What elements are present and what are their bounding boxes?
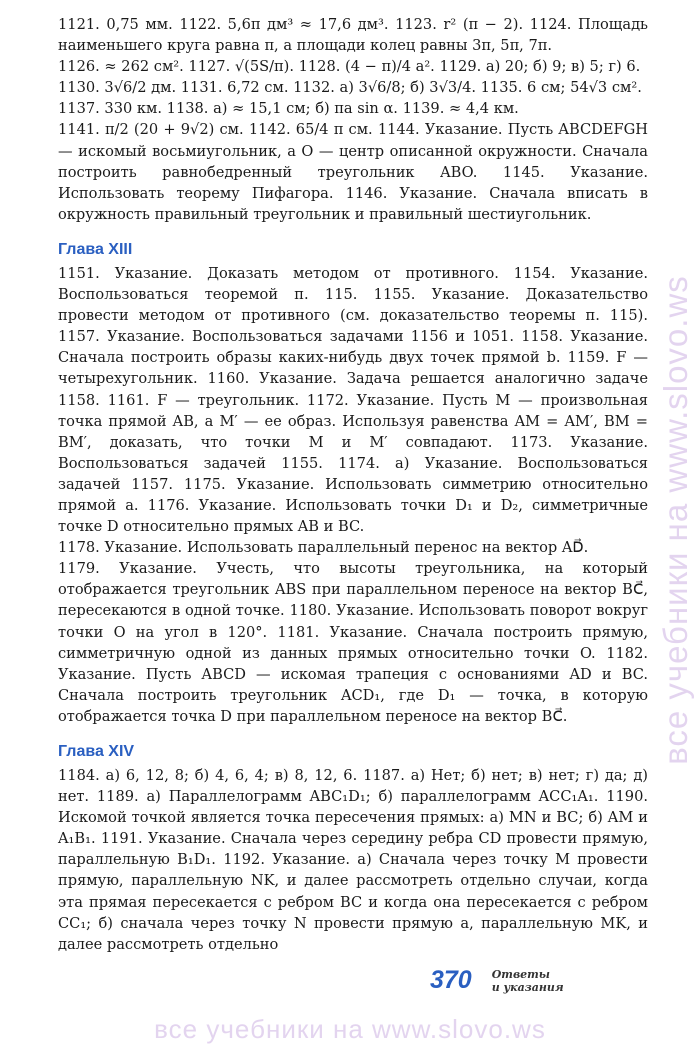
watermark-vertical (656, 120, 696, 920)
answer-paragraph: 1137. 330 км. 1138. а) ≈ 15,1 см; б) πa sin α. 1139. ≈ 4,4 км. (58, 100, 519, 118)
answer-paragraph: 1126. ≈ 262 см². 1127. √(5S/π). 1128. (4 − π)/4 a². 1129. а) 20; б) 9; в) 5; г) 6. (58, 58, 641, 76)
section-label-line1: Ответы (491, 967, 550, 981)
answer-paragraph: 1178. Указание. Использовать параллельный перенос на вектор AD⃗. (58, 539, 589, 557)
answer-paragraph: 1151. Указание. Доказать методом от противного. 1154. Указание. Воспользоваться теоремой п. 115. 1155. Указание. Доказательство провести методом от противного (см. доказательство теоремы п. 115). 1157. Указание. Воспользоваться задачами 1156 и 1051. 1158. Указание. Сначала построить образы каких-нибудь двух точек прямой b. 1159. F — четырехугольник. 1160. Указание. Задача решается аналогично задаче 1158. 1161. F — треугольник. 1172. Указание. Пусть M — произвольная точка прямой AB, а M′ — ее образ. Используя равенства AM = AM′, BM = BM′, доказать, что точки M и M′ совпадают. 1173. Указание. Воспользоваться задачей 1155. 1174. а) Указание. Воспользоваться задачей 1157. 1175. Указание. Использовать симметрию относительно прямой a. 1176. Указание. Использовать точки D₁ и D₂, симметричные точке D относительно прямых AB и BC. (58, 264, 648, 536)
page-number: 370 (430, 966, 472, 994)
answer-paragraph: 1179. Указание. Учесть, что высоты треугольника, на который отображается треугольник ABS при параллельном переносе на вектор BC⃗, пересекаются в одной точке. 1180. Указание. Использовать поворот вокруг точки O на угол в 120°. 1181. Указание. Сначала построить прямую, симметричную одной из данных прямых относительно точки O. 1182. Указание. Пусть ABCD — искомая трапеция с основаниями AD и BC. Сначала построить треугольник ACD₁, где D₁ — точка, в которую отображается точка D при параллельном переносе на вектор BC⃗. (58, 560, 648, 725)
chapter-13-heading: Глава XIII (58, 240, 133, 258)
answer-paragraph: 1184. а) 6, 12, 8; б) 4, 6, 4; в) 8, 12, 6. 1187. а) Нет; б) нет; в) нет; г) да; д) нет. 1189. а) Параллелограмм ABC₁D₁; б) параллелограмм ACC₁A₁. 1190. Искомой точкой является точка пересечения прямых: а) MN и BC; б) AM и A₁B₁. 1191. Указание. Сначала через середину ребра CD провести прямую, параллельную B₁D₁. 1192. Указание. а) Сначала через точку M провести прямую, параллельную NK, и далее рассмотреть отдельно случаи, когда эта прямая пересекается с ребром BC и когда она пересекается с ребром CC₁; б) сначала через точку N провести прямую a, параллельную MK, и далее рассмотреть отдельно (58, 767, 648, 953)
answer-paragraph: 1141. π/2 (20 + 9√2) см. 1142. 65/4 π см. 1144. Указание. Пусть ABCDEFGH — искомый восьмиугольник, а O — центр описанной окружности. Сначала построить равнобедренный треугольник ABO. 1145. Указание. Использовать теорему Пифагора. 1146. Указание. Сначала вписать в окружность правильный треугольник и правильный шестиугольник. (58, 121, 648, 223)
watermark-vertical-text: все учебники на www.slovo.ws (657, 275, 694, 765)
answer-paragraph: 1130. 3√6/2 дм. 1131. 6,72 см. 1132. а) 3√6/8; б) 3√3/4. 1135. 6 см; 54√3 см². (58, 79, 642, 97)
answers-page (58, 14, 648, 955)
section-label-line2: и указания (491, 980, 564, 994)
section-label (492, 968, 564, 994)
watermark-bottom: все учебники на www.slovo.ws (154, 1014, 546, 1044)
chapter-14-heading: Глава XIV (58, 743, 135, 760)
page-footer (430, 966, 564, 995)
answer-paragraph: 1121. 0,75 мм. 1122. 5,6π дм³ ≈ 17,6 дм³. 1123. r² (π − 2). 1124. Площадь наименьшего круга равна π, а площади колец равны 3π, 5π, 7π. (58, 16, 648, 55)
